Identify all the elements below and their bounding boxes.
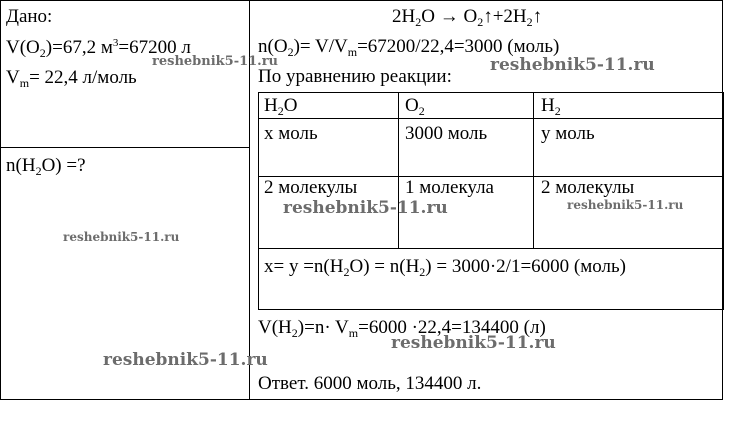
table-cell-text: 2 молекулы xyxy=(264,177,358,198)
answer: Ответ. 6000 моль, 134400 л. xyxy=(258,373,482,394)
by-equation-label: По уравнению реакции: xyxy=(258,66,452,87)
reaction-equation: $2H_2O$ → $O_2↑+2H_2↑$ xyxy=(392,6,543,29)
watermark: reshebnik5-11.ru xyxy=(283,198,448,218)
table-header-h2o: $H_2O$ xyxy=(264,95,298,118)
table-cell-text: x моль xyxy=(264,123,318,144)
given-volume-o2: $V(O_2)=67,2$ $м^3=67200$ л xyxy=(6,37,191,60)
table-cell-text: y моль xyxy=(541,123,595,144)
watermark: reshebnik5-11.ru xyxy=(567,198,684,212)
watermark: reshebnik5-11.ru xyxy=(391,333,556,353)
table-header-h2: $H_2$ xyxy=(541,95,561,118)
volume-h2-calc: $V(H_2)=n\cdot V_m=6000 \cdot 22,4=134400$ (л) xyxy=(258,317,546,340)
given-molar-volume: $V_m= 22,4$ л/моль xyxy=(6,67,137,90)
watermark: reshebnik5-11.ru xyxy=(490,55,655,75)
watermark: reshebnik5-11.ru xyxy=(63,230,180,244)
result-equation: $x= y =n(H_2O) = n(H_2) = 3000\cdot 2/1=6000$ (моль) xyxy=(264,256,626,279)
table-cell-text: 2 молекулы xyxy=(541,177,635,198)
watermark: reshebnik5-11.ru xyxy=(103,350,268,370)
watermark: reshebnik5-11.ru xyxy=(152,54,279,69)
table-header-cell xyxy=(533,92,724,118)
given-title: Дано: xyxy=(6,6,53,27)
table-header-o2: $O_2$ xyxy=(405,95,425,118)
table-cell-text: 1 молекула xyxy=(405,177,494,198)
table-cell-text: 3000 моль xyxy=(405,123,488,144)
find-quantity: $n(H_2O)$ =? xyxy=(6,155,86,178)
moles-o2-calc: $n(O_2)= V/V_m=67200/22,4=3000$ (моль) xyxy=(258,36,560,59)
